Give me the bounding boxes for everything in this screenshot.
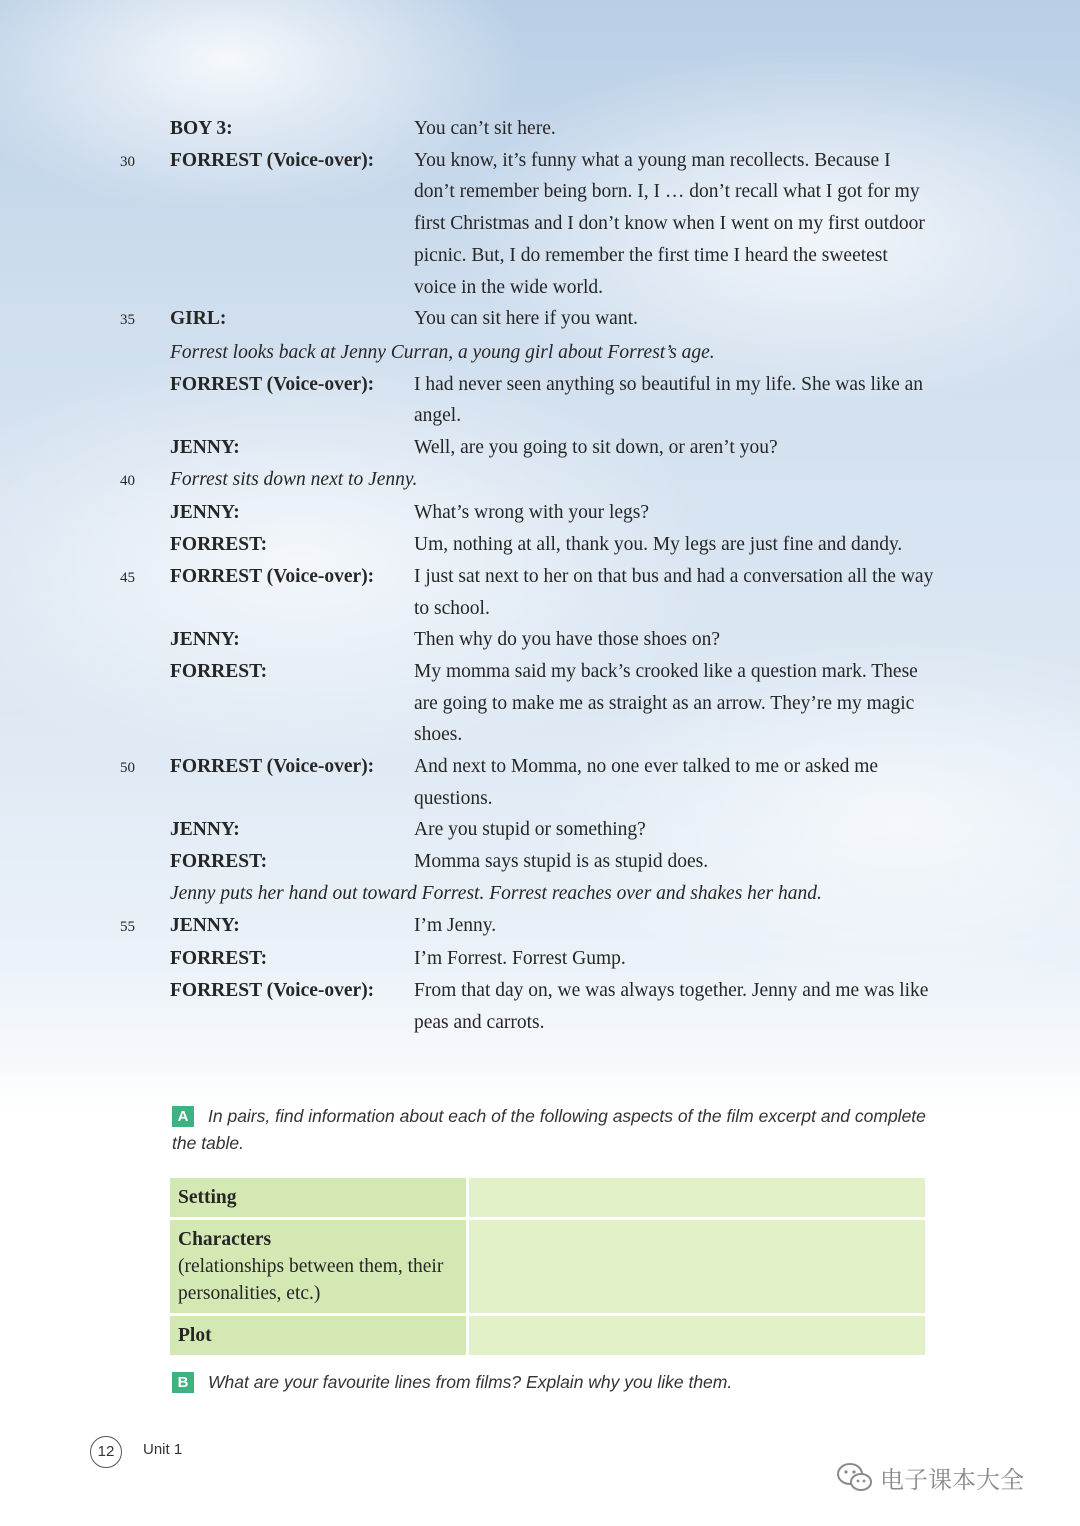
script-line [120, 624, 940, 656]
speaker-name: JENNY: [170, 914, 240, 936]
wechat-icon [836, 1462, 874, 1494]
line-number: 45 [120, 569, 135, 586]
table-row [170, 1219, 925, 1315]
speaker-name: JENNY: [170, 437, 240, 459]
script-line [120, 497, 940, 529]
line-number: 55 [120, 918, 135, 935]
speaker-name: JENNY: [170, 629, 240, 651]
speaker-name: FORREST (Voice-over): [170, 979, 375, 1001]
stage-direction: Forrest sits down next to Jenny. [170, 468, 418, 490]
characters-answer-cell[interactable] [468, 1219, 926, 1315]
line-number: 30 [120, 153, 135, 170]
dialogue-text: From that day on, we was always together. Jenny and me was like peas and carrots. [414, 979, 929, 1033]
task-b-text: What are your favourite lines from films? Explain why you like them. [208, 1372, 733, 1392]
plot-label: Plot [170, 1315, 468, 1357]
setting-answer-cell[interactable] [468, 1178, 926, 1219]
plot-answer-cell[interactable] [468, 1315, 926, 1357]
line-number [120, 814, 170, 816]
dialogue-text: What’s wrong with your legs? [414, 502, 650, 524]
script-line [120, 464, 940, 498]
line-number [120, 113, 170, 115]
line-number [120, 943, 170, 945]
speaker-name: FORREST (Voice-over): [170, 565, 375, 587]
script-line [120, 113, 940, 145]
dialogue-text: Then why do you have those shoes on? [414, 629, 720, 651]
watermark-text: 电子课本大全 [880, 1466, 1024, 1494]
line-number [120, 497, 170, 499]
speaker-name: FORREST (Voice-over): [170, 756, 375, 778]
task-b [172, 1369, 932, 1396]
speaker-name: FORREST (Voice-over): [170, 149, 375, 171]
task-a-badge: A [172, 1106, 194, 1127]
script-line [120, 656, 940, 751]
script-line [120, 561, 940, 624]
dialogue-text: I had never seen anything so beautiful in my life. She was like an angel. [414, 373, 924, 427]
aspects-table [170, 1178, 925, 1358]
speaker-name: FORREST: [170, 534, 268, 556]
script-line [120, 943, 940, 975]
line-number: 35 [120, 312, 135, 329]
script-line [120, 303, 940, 337]
speaker-name: BOY 3: [170, 118, 233, 139]
dialogue-text: Well, are you going to sit down, or aren’t you? [414, 437, 778, 459]
setting-label: Setting [170, 1178, 468, 1219]
script-line [120, 432, 940, 464]
speaker-name: JENNY: [170, 819, 240, 841]
dialogue-text: My momma said my back’s crooked like a question mark. These are going to make me as straight as an arrow. They’re my magic shoes. [414, 660, 918, 746]
line-number [120, 846, 170, 848]
script-line [120, 910, 940, 944]
script-line [120, 751, 940, 814]
script-line [120, 337, 940, 369]
table-row [170, 1315, 925, 1357]
line-number: 50 [120, 760, 135, 777]
stage-direction: Jenny puts her hand out toward Forrest. Forrest reaches over and shakes her hand. [170, 882, 822, 904]
line-number [120, 369, 170, 371]
speaker-name: FORREST: [170, 660, 268, 682]
script-line [120, 145, 940, 304]
dialogue-text: You know, it’s funny what a young man recollects. Because I don’t remember being born. I, I … don’t recall what I got for my first Christmas and I don’t know when I went on my first outdoor picnic. But, I do remember the first time I heard the sweetest voice in the wide world. [414, 149, 925, 298]
line-number [120, 975, 170, 977]
watermark [836, 1460, 1024, 1495]
line-number [120, 337, 170, 339]
characters-label: Characters (relationships between them, their personalities, etc.) [170, 1219, 468, 1315]
line-number [120, 656, 170, 658]
script-line [120, 975, 940, 1038]
dialogue-text: Momma says stupid is as stupid does. [414, 851, 709, 873]
script-line [120, 846, 940, 878]
script-line [120, 878, 940, 910]
speaker-name: FORREST: [170, 948, 268, 970]
speaker-name: GIRL: [170, 308, 227, 330]
line-number [120, 878, 170, 880]
line-number [120, 624, 170, 626]
speaker-name: FORREST (Voice-over): [170, 373, 375, 395]
dialogue-text: And next to Momma, no one ever talked to me or asked me questions. [414, 756, 879, 809]
speaker-name: FORREST: [170, 851, 268, 873]
dialogue-text: You can’t sit here. [414, 118, 556, 139]
page-number: 12 [90, 1436, 122, 1468]
script-line [120, 529, 940, 561]
unit-label: Unit 1 [143, 1441, 183, 1458]
task-a-text: In pairs, find information about each of the following aspects of the film excerpt and complete the table. [172, 1106, 926, 1153]
dialogue-text: Are you stupid or something? [414, 819, 646, 841]
script-excerpt [120, 113, 940, 1038]
dialogue-text: Um, nothing at all, thank you. My legs are just fine and dandy. [414, 534, 903, 556]
script-line [120, 814, 940, 846]
line-number: 40 [120, 472, 135, 489]
line-number [120, 432, 170, 434]
task-b-badge: B [172, 1372, 194, 1393]
dialogue-text: You can sit here if you want. [414, 308, 638, 330]
characters-note: (relationships between them, their personalities, etc.) [178, 1256, 444, 1304]
task-a [172, 1103, 932, 1157]
dialogue-text: I just sat next to her on that bus and had a conversation all the way to school. [414, 565, 934, 619]
dialogue-text: I’m Jenny. [414, 914, 497, 936]
dialogue-text: I’m Forrest. Forrest Gump. [414, 948, 626, 970]
script-line [120, 369, 940, 432]
line-number [120, 529, 170, 531]
stage-direction: Forrest looks back at Jenny Curran, a young girl about Forrest’s age. [170, 341, 715, 363]
speaker-name: JENNY: [170, 502, 240, 524]
table-row [170, 1178, 925, 1219]
